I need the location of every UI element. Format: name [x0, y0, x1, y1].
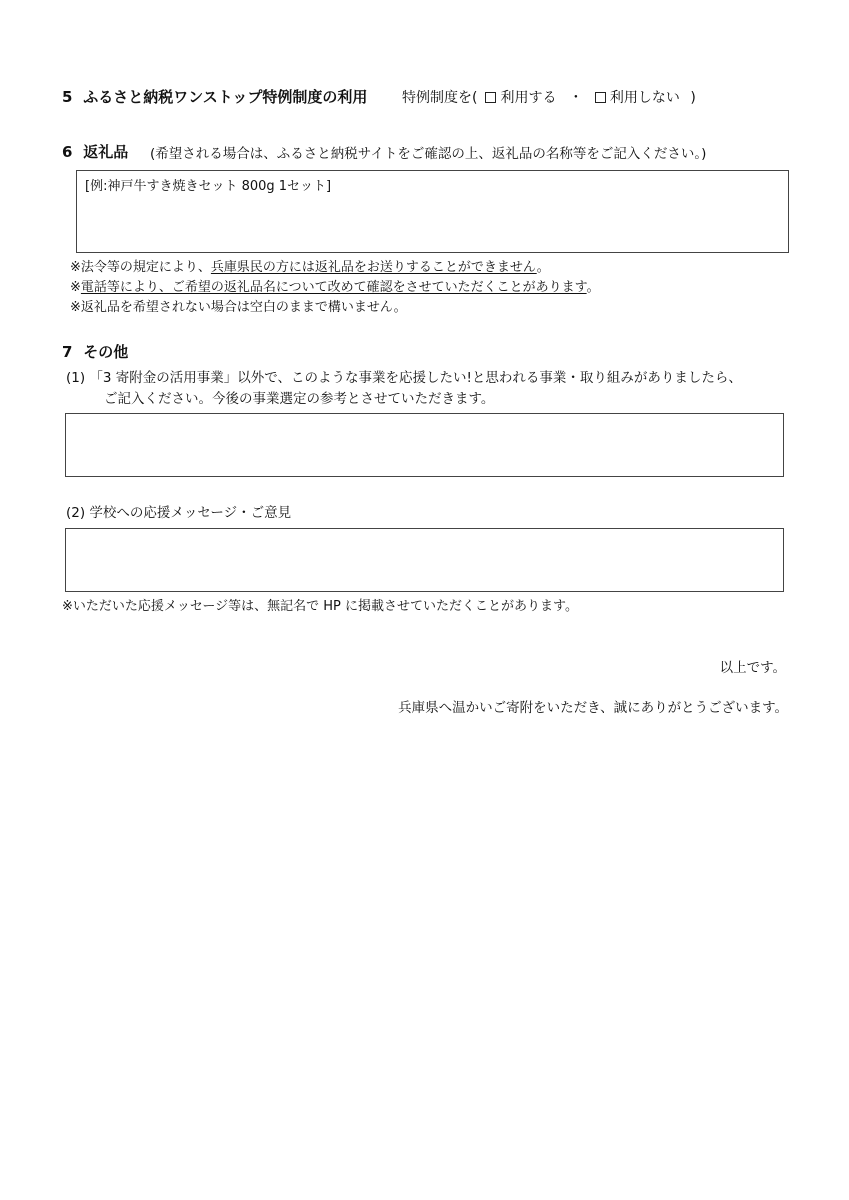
section7-number: 7: [62, 343, 73, 361]
not-use-option-label: 利用しない: [609, 90, 680, 106]
gift-note-3: [70, 296, 407, 315]
gift-input-box[interactable]: [76, 170, 789, 253]
section6-heading: [62, 141, 128, 162]
use-option-label: 利用する: [500, 90, 557, 106]
section5-number: 5: [62, 88, 73, 106]
question1-input-box[interactable]: [65, 413, 784, 477]
gift-note-2-text: ※: [70, 280, 81, 295]
gift-note-1-text: ※法令等の規定により、: [70, 260, 211, 275]
closing-end: 以上です。: [719, 660, 786, 676]
question1-line2: ご記入ください。今後の事業選定の参考とさせていただきます。: [104, 391, 495, 407]
section6-number: 6: [62, 143, 73, 161]
gift-example: [例:神戸牛すき焼きセット 800g 1セット]: [85, 179, 332, 194]
section6-title: 返礼品: [83, 143, 129, 161]
section6-hint: (希望される場合は、ふるさと納税サイトをご確認の上、返礼品の名称等をご記入ください。): [150, 146, 707, 162]
message-note: ※いただいた応援メッセージ等は、無記名で HP に掲載させていただくことがあります。: [62, 599, 578, 614]
gift-note-1-underlined: 兵庫県民の方には返礼品をお送りすることができません: [210, 260, 537, 275]
question1-line1: (1) 「3 寄附金の活用事業」以外で、このような事業を応援したい!と思われる事業・取り組みがありましたら、: [66, 370, 742, 386]
special-system-prefix: 特例制度を(: [402, 90, 478, 106]
not-use-checkbox[interactable]: [595, 92, 606, 103]
question2-label: (2) 学校への応援メッセージ・ご意見: [66, 505, 292, 521]
special-system-suffix: ): [690, 90, 696, 106]
special-system-choice: [402, 87, 696, 107]
section7-heading: [62, 341, 128, 362]
gift-note-2-end: 。: [586, 280, 600, 295]
gift-note-3-text: ※返礼品を希望されない場合は空白のままで構いません。: [70, 300, 407, 315]
gift-note-1-end: 。: [536, 260, 550, 275]
option-separator: ・: [568, 90, 583, 106]
section5-heading: [62, 86, 367, 107]
gift-note-2: [70, 276, 600, 295]
section5-title: ふるさと納税ワンストップ特例制度の利用: [83, 88, 368, 106]
question2-input-box[interactable]: [65, 528, 784, 592]
use-checkbox[interactable]: [485, 92, 496, 103]
section7-title: その他: [83, 343, 129, 361]
closing-thanks: 兵庫県へ温かいご寄附をいただき、誠にありがとうございます。: [398, 700, 788, 716]
gift-note-1: [70, 256, 550, 275]
gift-note-2-underlined: 電話等により、ご希望の返礼品名について改めて確認をさせていただくことがあります: [80, 280, 587, 295]
